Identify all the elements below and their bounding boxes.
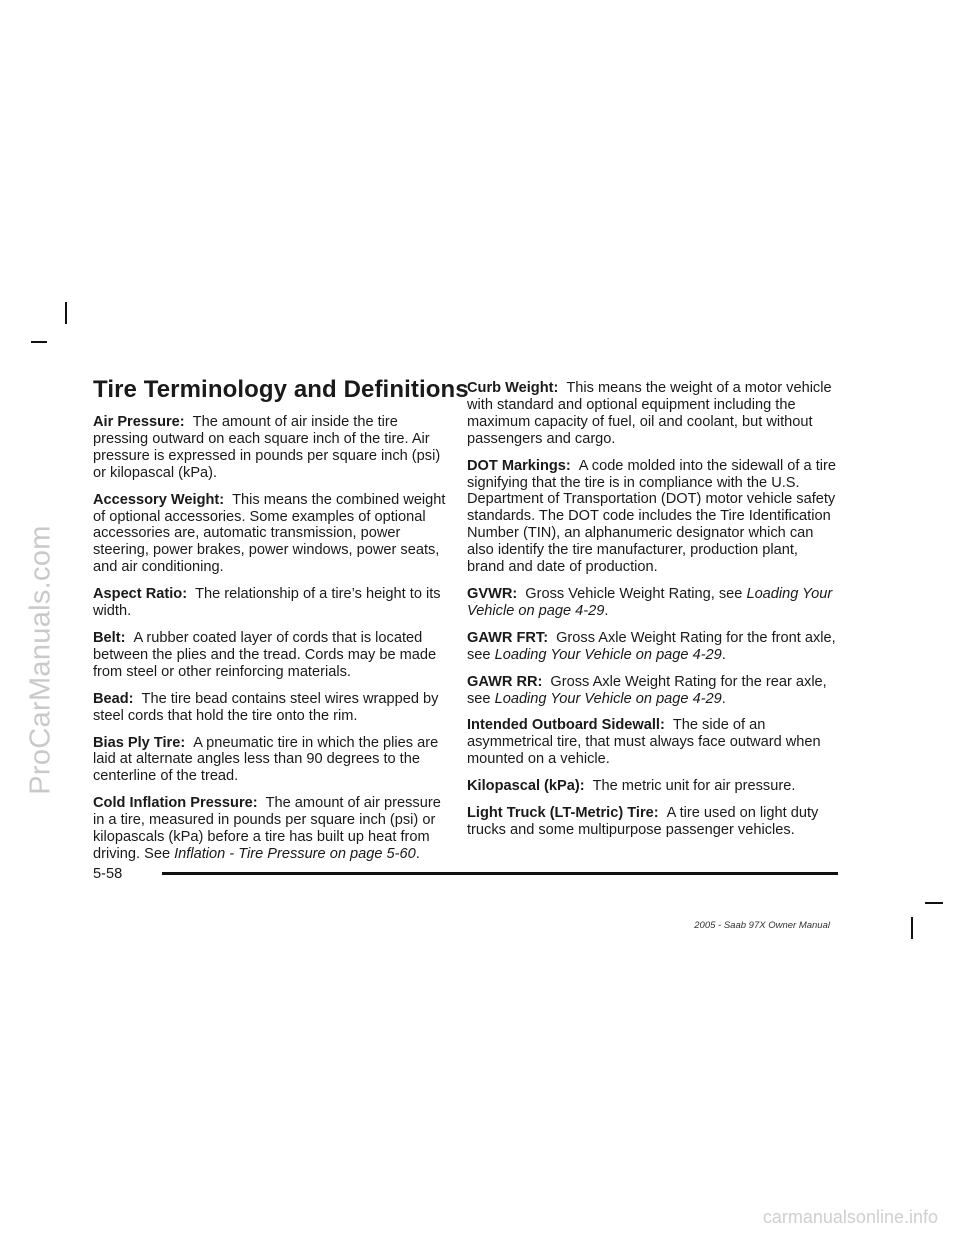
left-column <box>93 414 455 873</box>
page-title: Tire Terminology and Definitions <box>93 376 469 403</box>
definition-text-end: . <box>721 646 726 663</box>
definition-entry <box>467 674 839 708</box>
definition-text: A rubber coated layer of cords that is located between the plies and the tread. Cords may be made from steel or other reinforcing materials. <box>93 629 437 680</box>
footer-rule <box>162 872 838 875</box>
definition-text: A pneumatic tire in which the plies are laid at alternate angles less than 90 degrees to the centerline of the tread. <box>93 734 439 785</box>
definition-term: Belt: <box>93 629 126 646</box>
right-column <box>467 380 839 849</box>
definition-term: Curb Weight: <box>467 380 559 396</box>
definition-entry <box>93 630 455 681</box>
definition-term: DOT Markings: <box>467 457 571 474</box>
definition-text-end: . <box>721 690 726 707</box>
definition-text: The side of an asymmetrical tire, that must always face outward when mounted on a vehicle. <box>467 717 821 768</box>
definition-entry <box>467 630 839 664</box>
definition-entry <box>93 492 455 577</box>
definition-term: Cold Inflation Pressure: <box>93 795 258 812</box>
crop-mark <box>31 341 47 343</box>
definition-term: Aspect Ratio: <box>93 586 188 603</box>
definition-text: A tire used on light duty trucks and some multipurpose passenger vehicles. <box>467 805 819 838</box>
definition-text-end: . <box>604 602 609 619</box>
definition-term: GAWR FRT: <box>467 629 549 646</box>
definition-text: A code molded into the sidewall of a tire signifying that the tire is in compliance with the U.S. Department of Transportation (DOT) motor vehicle safety standards. The DOT code includes the Tire Identification Number (TIN), an alphanumeric designator which can also identify the tire manufacturer, production plant, brand and date of production. <box>467 457 836 576</box>
definition-entry <box>467 380 839 448</box>
definition-term: Accessory Weight: <box>93 491 225 508</box>
definition-text-end: . <box>415 845 420 862</box>
definition-text: Gross Axle Weight Rating for the rear axle, see <box>467 673 827 707</box>
definition-term: Kilopascal (kPa): <box>467 778 585 795</box>
site-logo: carmanualsonline.info <box>762 1207 938 1227</box>
cross-reference-link[interactable]: Loading Your Vehicle on page 4-29 <box>494 646 722 663</box>
definition-text: The amount of air inside the tire pressing outward on each square inch of the tire. Air pressure is expressed in pounds per square inch (psi) or kilopascal (kPa). <box>93 414 441 481</box>
definition-entry <box>467 458 839 576</box>
crop-mark <box>911 917 913 939</box>
definition-entry <box>467 586 839 620</box>
cross-reference-link[interactable]: Loading Your Vehicle on page 4-29 <box>467 585 833 619</box>
definition-entry <box>467 717 839 768</box>
definition-entry <box>93 795 455 863</box>
definition-entry <box>467 778 839 795</box>
definition-text: This means the weight of a motor vehicle with standard and optional equipment including the maximum capacity of fuel, oil and coolant, but without passengers and cargo. <box>467 380 832 447</box>
definition-term: Air Pressure: <box>93 414 185 430</box>
definition-text: The amount of air pressure in a tire, measured in pounds per square inch (psi) or kilopascals (kPa) before a tire has built up heat from driving. See <box>93 795 441 862</box>
definition-text: The tire bead contains steel wires wrapped by steel cords that hold the tire onto the rim. <box>93 690 439 724</box>
definition-text: The metric unit for air pressure. <box>592 778 796 795</box>
definition-term: GVWR: <box>467 585 518 602</box>
cross-reference-link[interactable]: Loading Your Vehicle on page 4-29 <box>494 690 722 707</box>
crop-mark <box>65 302 67 324</box>
definition-term: Intended Outboard Sidewall: <box>467 717 665 734</box>
definition-entry <box>93 691 455 725</box>
definition-term: GAWR RR: <box>467 673 543 690</box>
definition-term: Bead: <box>93 690 134 707</box>
definition-entry <box>467 805 839 839</box>
crop-mark <box>925 902 943 904</box>
definition-text: Gross Axle Weight Rating for the front axle, see <box>467 629 836 663</box>
manual-title: 2005 - Saab 97X Owner Manual <box>694 920 830 931</box>
definition-text: This means the combined weight of optional accessories. Some examples of optional accessories are, automatic transmission, power steering, power brakes, power windows, power seats, and air conditioning. <box>93 491 446 576</box>
definition-entry <box>93 414 455 482</box>
definition-entry <box>93 586 455 620</box>
definition-term: Light Truck (LT-Metric) Tire: <box>467 805 659 822</box>
definition-term: Bias Ply Tire: <box>93 734 186 751</box>
definition-text: Gross Vehicle Weight Rating, see <box>525 585 747 602</box>
cross-reference-link[interactable]: Inflation - Tire Pressure on page 5-60 <box>174 845 416 862</box>
definition-text: The relationship of a tire’s height to its width. <box>93 586 441 620</box>
watermark: ProCarManuals.com <box>24 525 57 795</box>
definition-entry <box>93 735 455 786</box>
page-number: 5-58 <box>93 866 123 882</box>
